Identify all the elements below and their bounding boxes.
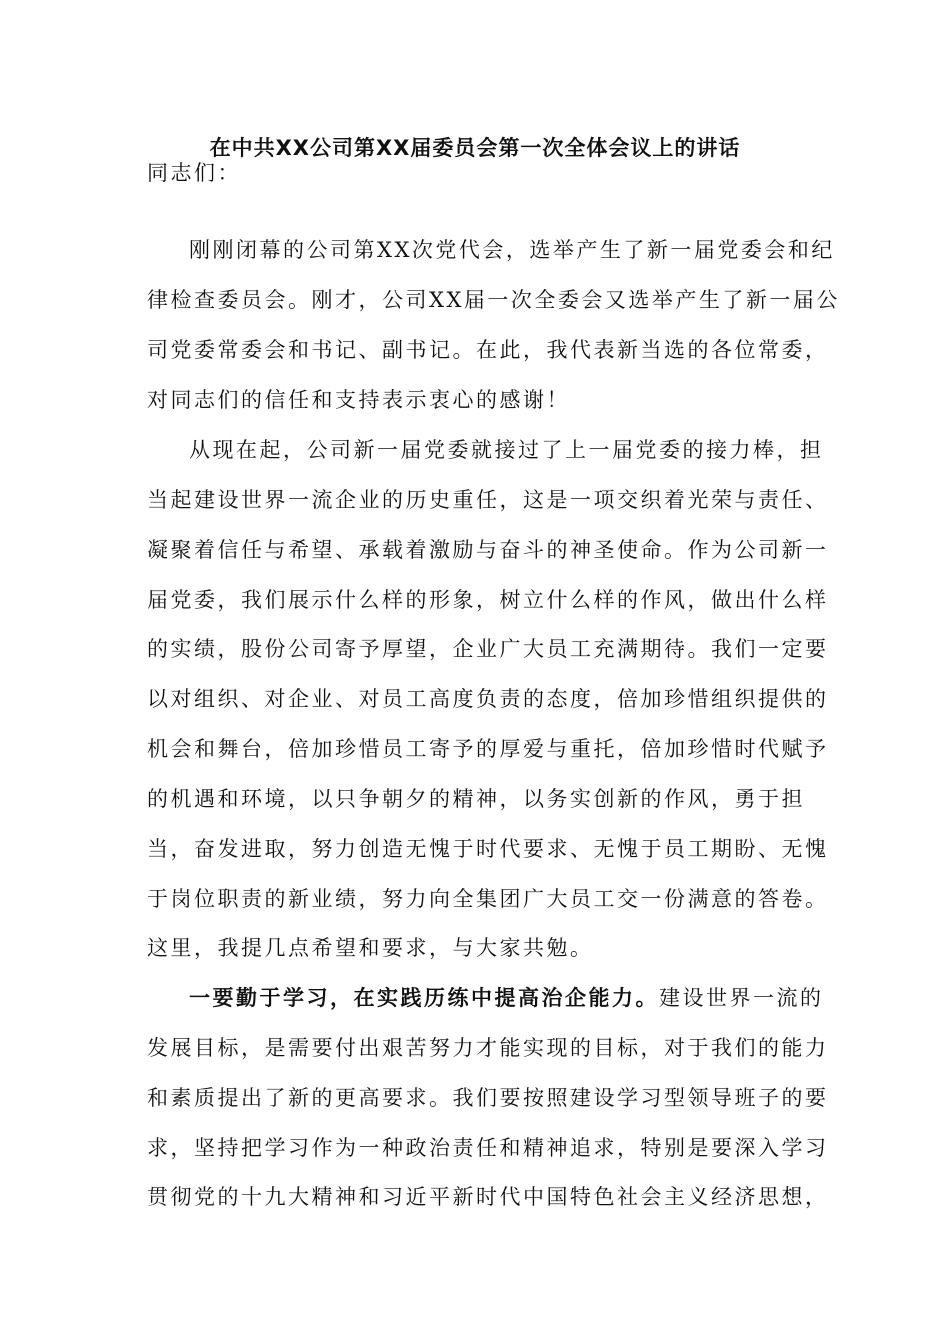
paragraph-line: 刚刚闭幕的公司第XX次党代会，选举产生了新一届党委会和纪	[189, 238, 835, 262]
paragraph-line: 贯彻党的十九大精神和习近平新时代中国特色社会主义经济思想，	[147, 1185, 829, 1209]
paragraph-line: 凝聚着信任与希望、承载着激励与奋斗的神圣使命。作为公司新一	[147, 538, 829, 562]
paragraph-line: 届党委，我们展示什么样的形象，树立什么样的作风，做出什么样	[147, 588, 829, 612]
paragraph-line: 当，奋发进取，努力创造无愧于时代要求、无愧于员工期盼、无愧	[147, 837, 829, 861]
salutation: 同志们：	[147, 161, 241, 185]
section-heading-line	[189, 983, 824, 1013]
paragraph-line: 的实绩，股份公司寄予厚望，企业广大员工充满期待。我们一定要	[147, 637, 829, 661]
paragraph-line: 以对组织、对企业、对员工高度负责的态度，倍加珍惜组织提供的	[147, 687, 829, 711]
paragraph-line: 从现在起，公司新一届党委就接过了上一届党委的接力棒，担	[189, 438, 824, 462]
paragraph-line: 司党委常委会和书记、副书记。在此，我代表新当选的各位常委，	[147, 338, 829, 362]
paragraph-line: 对同志们的信任和支持表示衷心的感谢！	[147, 388, 570, 412]
paragraph-line: 的机遇和环境，以只争朝夕的精神，以务实创新的作风，勇于担	[147, 787, 805, 811]
paragraph-line: 这里，我提几点希望和要求，与大家共勉。	[147, 936, 594, 960]
paragraph-line: 发展目标，是需要付出艰苦努力才能实现的目标，对于我们的能力	[147, 1036, 829, 1060]
paragraph-line: 和素质提出了新的更高要求。我们要按照建设学习型领导班子的要	[147, 1086, 829, 1110]
section-heading: 一要勤于学习，在实践历练中提高治企能力。	[189, 986, 659, 1010]
paragraph-line: 当起建设世界一流企业的历史重任，这是一项交织着光荣与责任、	[147, 488, 829, 512]
document-title: 在中共XX公司第XX届委员会第一次全体会议上的讲话	[209, 136, 741, 160]
paragraph-line: 于岗位职责的新业绩，努力向全集团广大员工交一份满意的答卷。	[147, 887, 829, 911]
paragraph-line: 求，坚持把学习作为一种政治责任和精神追求，特别是要深入学习	[147, 1136, 829, 1160]
section-heading-continuation: 建设世界一流的	[659, 986, 824, 1010]
paragraph-line: 律检查委员会。刚才，公司XX届一次全委会又选举产生了新一届公	[147, 288, 840, 312]
paragraph-line: 机会和舞台，倍加珍惜员工寄予的厚爱与重托，倍加珍惜时代赋予	[147, 737, 829, 761]
